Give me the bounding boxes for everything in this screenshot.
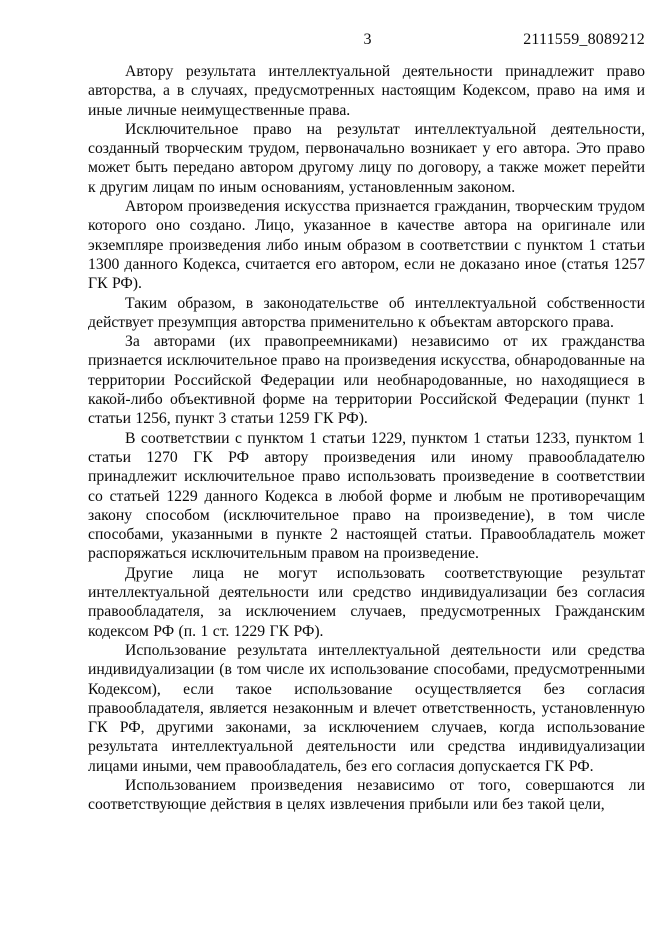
paragraph: За авторами (их правопреемниками) независимо от их гражданства признается исключительное право на произведения искусства, обнародованные на территории Российской Федерации или необнародованные, но находящиеся в какой-либо объективной форме на территории Российской Федерации (пункт 1 статьи 1256, пункт 3 статьи 1259 ГК РФ). [88, 333, 645, 428]
paragraph: Другие лица не могут использовать соответствующие результат интеллектуальной деятельности или средство индивидуализации без согласия правообладателя, за исключением случаев, предусмотренных Гражданским кодексом РФ (п. 1 ст. 1229 ГК РФ). [88, 564, 645, 640]
paragraph: Автором произведения искусства признается гражданин, творческим трудом которого оно создано. Лицо, указанное в качестве автора на оригинале или экземпляре произведения либо иным образом в соответствии с пунктом 1 статьи 1300 данного Кодекса, считается его автором, если не доказано иное (статья 1257 ГК РФ). [88, 198, 645, 293]
paragraph: Таким образом, в законодательстве об интеллектуальной собственности действует презумпция авторства применительно к объектам авторского права. [88, 294, 645, 331]
page-header [0, 31, 669, 53]
document-id: 2111559_8089212 [523, 31, 645, 48]
document-body [88, 62, 645, 815]
page-number: 3 [363, 31, 372, 48]
paragraph: Исключительное право на результат интеллектуальной деятельности, созданный творческим трудом, первоначально возникает у его автора. Это право может быть передано автором другому лицу по договору, а также может перейти к другим лицам по иным основаниям, установленным законом. [88, 120, 645, 196]
paragraph: Автору результата интеллектуальной деятельности принадлежит право авторства, а в случаях, предусмотренных настоящим Кодексом, право на имя и иные личные неимущественные права. [88, 63, 645, 119]
paragraph: Использованием произведения независимо от того, совершаются ли соответствующие действия в целях извлечения прибыли или без такой цели, [88, 776, 645, 814]
paragraph: Использование результата интеллектуальной деятельности или средства индивидуализации (в том числе их использование способами, предусмотренными Кодексом), если такое использование осуществляется без согласия правообладателя, является незаконным и влечет ответственность, установленную ГК РФ, другими законами, за исключением случаев, когда использование результата интеллектуальной деятельности или средства индивидуализации лицами иными, чем правообладатель, без его согласия допускается ГК РФ. [88, 641, 645, 775]
paragraph: В соответствии с пунктом 1 статьи 1229, пунктом 1 статьи 1233, пунктом 1 статьи 1270 ГК РФ автору произведения или иному правообладателю принадлежит исключительное право использовать произведение в соответствии со статьей 1229 данного Кодекса в любой форме и любым не противоречащим закону способом (исключительное право на произведение), в том числе способами, указанными в пункте 2 настоящей статьи. Правообладатель может распоряжаться исключительным правом на произведение. [88, 429, 645, 563]
